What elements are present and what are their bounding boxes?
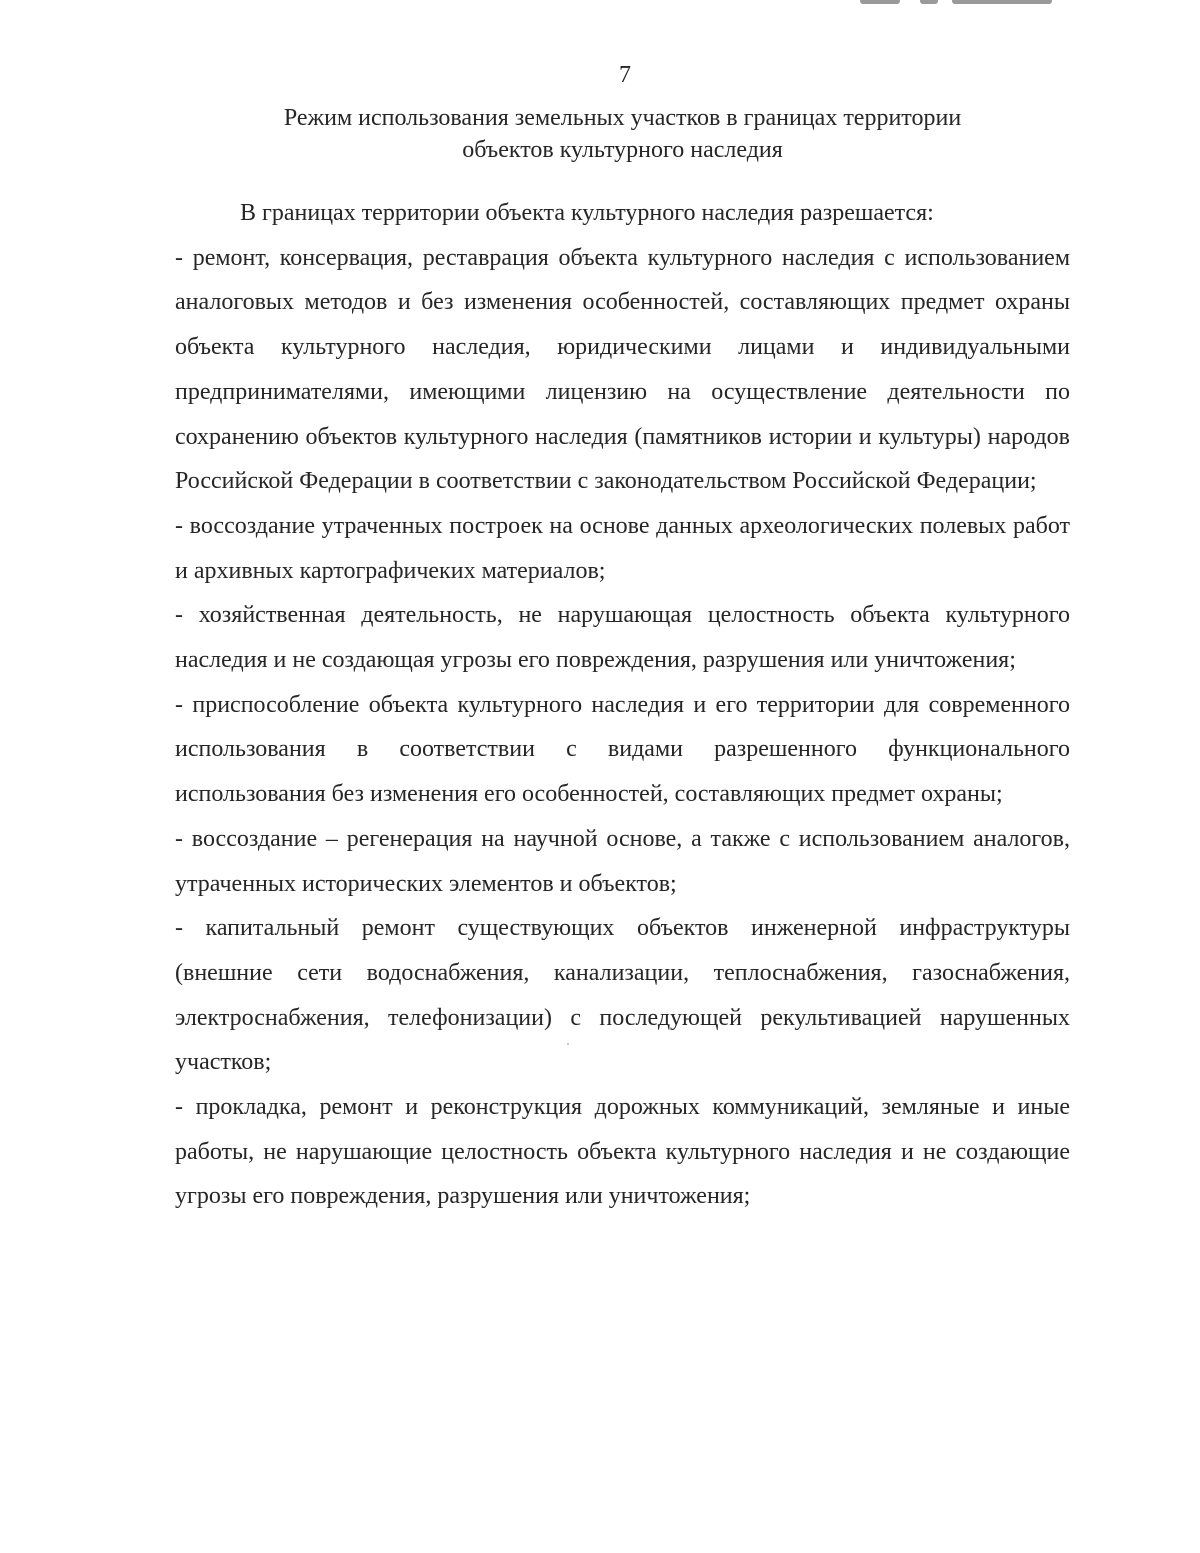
intro-paragraph: В границах территории объекта культурного наследия разрешается: [240, 200, 934, 226]
list-item: - приспособление объекта культурного наследия и его территории для современного использования в соответствии с видами разрешенного функционального использования без изменения его особенностей, составляющих предмет охраны; [175, 691, 1070, 808]
scan-artifact [860, 0, 1060, 8]
document-body [175, 191, 1070, 1219]
list-item: - воссоздание – регенерация на научной основе, а также с использованием аналогов, утраченных исторических элементов и объектов; [175, 825, 1070, 897]
scan-speck [567, 1043, 569, 1045]
page-number: 7 [619, 62, 631, 88]
section-title-line: Режим использования земельных участков в границах территории [283, 105, 962, 131]
list-item: - капитальный ремонт существующих объектов инженерной инфраструктуры (внешние сети водоснабжения, канализации, теплоснабжения, газоснабжения, электроснабжения, телефонизации) с последующей рекультивацией нарушенных участков; [175, 915, 1070, 1076]
list-item: - воссоздание утраченных построек на основе данных археологических полевых работ и архивных картографичеких материалов; [175, 512, 1070, 584]
list-item: - хозяйственная деятельность, не нарушающая целостность объекта культурного наследия и не создающая угрозы его повреждения, разрушения или уничтожения; [175, 602, 1070, 674]
section-title [175, 102, 1070, 166]
section-title-line: объектов культурного наследия [462, 137, 783, 163]
list-item: - ремонт, консервация, реставрация объекта культурного наследия с использованием аналоговых методов и без изменения особенностей, составляющих предмет охраны объекта культурного наследия, юридическими лицами и индивидуальными предпринимателями, имеющими лицензию на осуществление деятельности по сохранению объектов культурного наследия (памятников истории и культуры) народов Российской Федерации в соответствии с законодательством Российской Федерации; [175, 244, 1070, 495]
list-item: - прокладка, ремонт и реконструкция дорожных коммуникаций, земляные и иные работы, не нарушающие целостность объекта культурного наследия и не создающие угрозы его повреждения, разрушения или уничтожения; [175, 1094, 1070, 1210]
